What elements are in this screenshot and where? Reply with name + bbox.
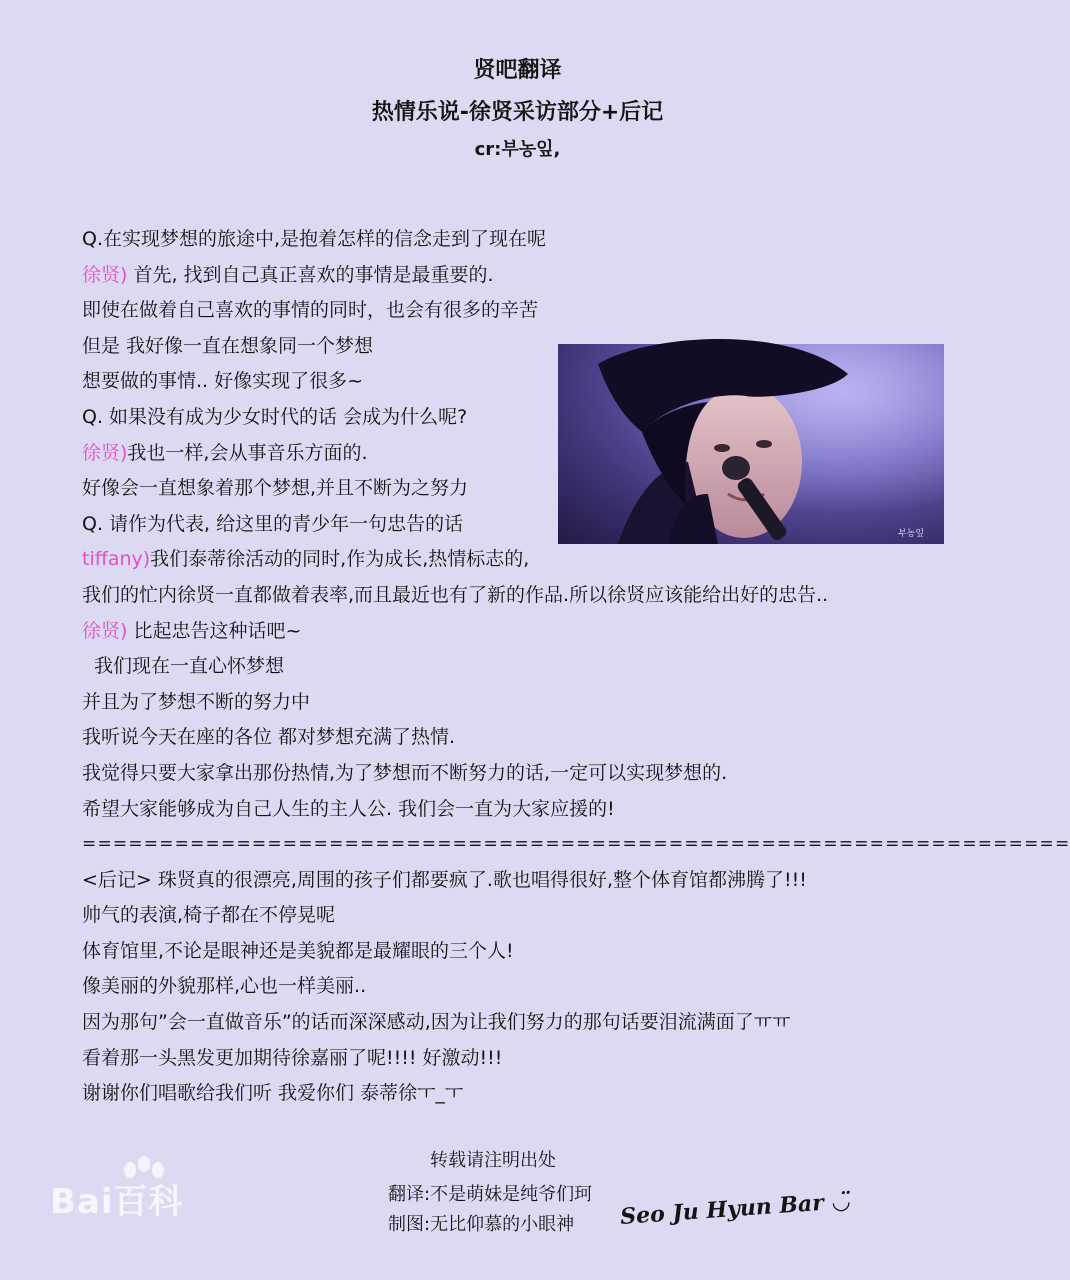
speaker-label: 徐贤)	[82, 441, 128, 464]
line-text: 我们的忙内徐贤一直都做着表率,而且最近也有了新的作品.所以徐贤应该能给出好的忠告..	[82, 583, 829, 606]
interview-line	[82, 649, 972, 685]
interview-line	[82, 756, 972, 792]
speaker-label: tiffany)	[82, 548, 151, 571]
line-text: Q.在实现梦想的旅途中,是抱着怎样的信念走到了现在呢	[82, 228, 547, 250]
line-text: Q. 请作为代表, 给这里的青少年一句忠告的话	[82, 512, 464, 535]
afterword-lines	[82, 863, 972, 1112]
baidu-baike-watermark	[50, 1156, 250, 1220]
speaker-label: 徐贤)	[82, 619, 128, 642]
line-text: 想要做的事情.. 好像实现了很多~	[82, 370, 364, 393]
designer-credit: 制图:无比仰慕的小眼神	[388, 1214, 575, 1235]
line-text: 比起忠告这种话吧~	[127, 619, 302, 642]
source-credit: cr:부농잎,	[474, 139, 561, 160]
afterword-line: 谢谢你们唱歌给我们听 我爱你们 泰蒂徐ㅜ_ㅜ	[82, 1082, 464, 1105]
speaker-label: 徐贤)	[82, 263, 128, 286]
translator-credit: 翻译:不是萌妹是纯爷们珂	[388, 1184, 593, 1205]
afterword-line: 体育馆里,不论是眼神还是美貌都是最耀眼的三个人!	[82, 939, 514, 962]
interview-line	[82, 720, 972, 756]
line-text: 我也一样,会从事音乐方面的.	[127, 441, 368, 464]
page-title: 贤吧翻译	[473, 58, 562, 83]
line-text: 我们现在一直心怀梦想	[94, 655, 285, 678]
interview-line	[82, 258, 972, 294]
reprint-note: 转载请注明出处	[430, 1150, 556, 1171]
concert-photo	[558, 344, 944, 544]
line-text: 我们泰蒂徐活动的同时,作为成长,热情标志的,	[150, 548, 530, 571]
header	[0, 56, 1035, 162]
afterword-line: 帅气的表演,椅子都在不停晃呢	[82, 904, 336, 927]
interview-line	[82, 792, 972, 828]
baidu-logo-text: Bai百科	[50, 1182, 184, 1222]
interview-line	[82, 578, 972, 614]
line-text: 即使在做着自己喜欢的事情的同时，也会有很多的辛苦	[82, 299, 539, 322]
line-text: 但是 我好像一直在想象同一个梦想	[82, 334, 374, 357]
line-text: 希望大家能够成为自己人生的主人公. 我们会一直为大家应援的!	[82, 797, 615, 820]
afterword-line: 看着那一头黑发更加期待徐嘉丽了呢!!!! 好激动!!!	[82, 1046, 503, 1069]
page-subtitle: 热情乐说-徐贤采访部分+后记	[371, 100, 664, 125]
afterword-line: <后记> 珠贤真的很漂亮,周围的孩子们都要疯了.歌也唱得很好,整个体育馆都沸腾了!!!	[82, 868, 807, 891]
interview-line	[82, 685, 972, 721]
line-text: Q. 如果没有成为少女时代的话 会成为什么呢?	[82, 405, 468, 428]
line-text: 好像会一直想象着那个梦想,并且不断为之努力	[82, 477, 469, 500]
section-divider: ================================================================	[82, 834, 1070, 855]
interview-line	[82, 542, 972, 578]
line-text: 并且为了梦想不断的努力中	[82, 690, 311, 713]
line-text: 我觉得只要大家拿出那份热情,为了梦想而不断努力的话,一定可以实现梦想的.	[82, 761, 728, 784]
interview-line	[82, 222, 972, 258]
afterword-line: 因为那句”会一直做音乐”的话而深深感动,因为让我们努力的那句话要泪流满面了ㅠㅠ	[82, 1011, 791, 1034]
interview-line	[82, 293, 972, 329]
singer-portrait-image	[558, 344, 944, 544]
afterword-line: 像美丽的外貌那样,心也一样美丽..	[82, 975, 367, 998]
line-text: 我听说今天在座的各位 都对梦想充满了热情.	[82, 726, 456, 749]
interview-line	[82, 614, 972, 650]
photo-watermark: 부농잎	[898, 529, 925, 539]
handwritten-signature: Seo Ju Hyun Bar ◡̈	[619, 1187, 852, 1231]
line-text: 首先, 找到自己真正喜欢的事情是最重要的.	[127, 263, 494, 286]
